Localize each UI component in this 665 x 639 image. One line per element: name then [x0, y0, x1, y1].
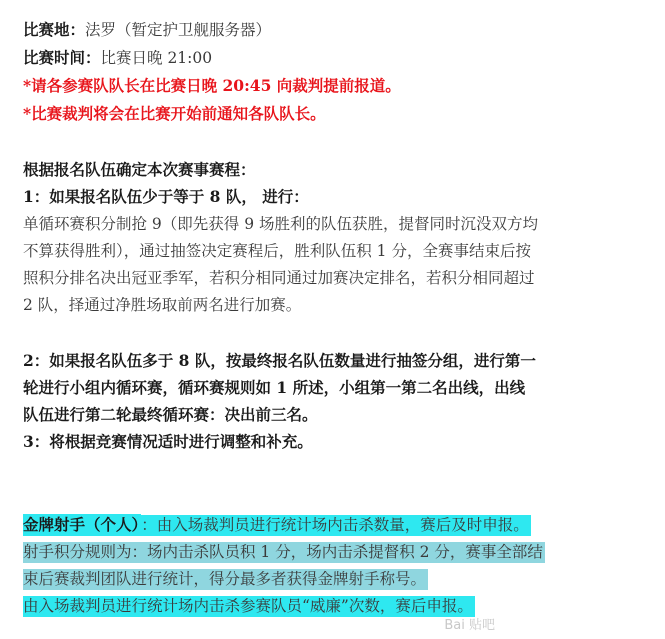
time-value: 比赛日晚 21:00 [100, 49, 213, 67]
notice-referee: *比赛裁判将会在比赛开始前通知各队队长。 [23, 104, 326, 123]
golden-shooter-desc: ：由入场裁判员进行统计场内击杀数量，赛后及时申报。 [141, 516, 529, 534]
scoring-line [23, 569, 428, 589]
notice-checkin: *请各参赛队队长在比赛日晚 20:45 向裁判提前报道。 [23, 76, 401, 95]
bravery-line [23, 596, 475, 616]
time-label: 比赛时间： [23, 48, 101, 67]
venue-value: 法罗（暂定护卫舰服务器） [85, 21, 272, 39]
rule1-title: 1：如果报名队伍少于等于 8 队， 进行： [23, 187, 309, 206]
venue-label: 比赛地： [23, 20, 86, 39]
rule2-line: 2：如果报名队伍多于 8 队，按最终报名队伍数量进行抽签分组，进行第一 [23, 351, 536, 370]
schedule-heading: 根据报名队伍确定本次赛事赛程： [23, 160, 256, 179]
time-line [23, 48, 212, 68]
rule3-line: 3：将根据竞赛情况适时进行调整和补充。 [23, 432, 313, 451]
rule2-line: 轮进行小组内循环赛，循环赛规则如 1 所述，小组第一第二名出线，出线 [23, 378, 526, 397]
rule1-line: 照积分排名决出冠亚季军，若积分相同通过加赛决定排名，若积分相同超过 [23, 269, 535, 287]
baidu-tieba-watermark: Bai 贴吧 [444, 618, 495, 633]
golden-shooter-title: 金牌射手（个人） [23, 515, 140, 534]
rule1-line: 不算获得胜利），通过抽签决定赛程后，胜利队伍积 1 分，全赛事结束后按 [23, 242, 531, 260]
scoring-line [23, 542, 545, 562]
rule2-line: 队伍进行第二轮最终循环赛：决出前三名。 [23, 405, 318, 424]
scoring-text: 射手积分规则为：场内击杀队员积 1 分，场内击杀提督积 2 分，赛事全部结 [23, 543, 543, 561]
golden-shooter-line [23, 515, 531, 535]
venue-line [23, 20, 271, 40]
scoring-text: 束后赛裁判团队进行统计，得分最多者获得金牌射手称号。 [23, 570, 427, 588]
bravery-text: 由入场裁判员进行统计场内击杀参赛队员“威廉”次数，赛后申报。 [23, 597, 473, 615]
rule1-line: 2 队，择通过净胜场取前两名进行加赛。 [23, 296, 302, 314]
rule1-line: 单循环赛积分制抢 9（即先获得 9 场胜利的队伍获胜，提督同时沉没双方均 [23, 215, 539, 233]
